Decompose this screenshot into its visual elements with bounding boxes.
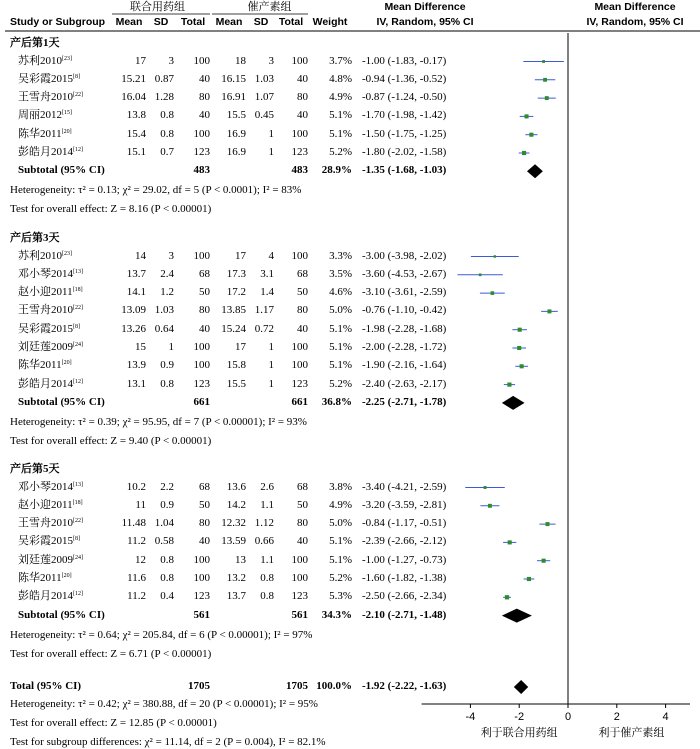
- mean2-cell: 13: [235, 553, 246, 566]
- citation-ref: [8]: [73, 536, 80, 543]
- mean1-cell: 12: [135, 553, 146, 566]
- x-tick-label: 0: [564, 711, 572, 723]
- weight-cell: 4.6%: [329, 286, 352, 299]
- total1-cell: 80: [199, 304, 210, 317]
- mean2-cell: 15.24: [221, 322, 246, 335]
- total2-cell: 100: [291, 249, 308, 262]
- mean1-cell: 10.2: [126, 480, 146, 493]
- total2-cell: 68: [297, 480, 308, 493]
- weight-cell: 5.3%: [329, 590, 352, 603]
- subtotal-label: Subtotal (95% CI): [18, 608, 105, 621]
- citation-ref: [12]: [73, 591, 83, 598]
- sd2-cell: 3.1: [260, 267, 274, 280]
- weight-cell: 5.1%: [329, 109, 352, 122]
- study-name: 王雪舟2010[22]: [18, 304, 83, 317]
- subtotal-weight: 34.3%: [321, 608, 352, 621]
- mean2-cell: 17: [235, 341, 246, 353]
- study-name: 王雪舟2010[22]: [18, 517, 83, 530]
- sd1-cell: 1: [168, 341, 174, 353]
- weight-cell: 4.9%: [329, 498, 352, 511]
- study-col-header: Study or Subgroup: [10, 16, 106, 28]
- total2-cell: 80: [297, 517, 308, 530]
- total-diamond: [514, 680, 528, 694]
- weight-cell: 5.0%: [329, 304, 352, 317]
- ci-cell: -0.87 (-1.24, -0.50): [362, 91, 447, 104]
- weight-cell: 3.7%: [329, 54, 352, 67]
- sd2-cell: 3: [268, 54, 274, 67]
- total2-cell: 100: [291, 341, 308, 353]
- weight-cell: 5.1%: [329, 322, 352, 335]
- subtotal-diamond: [527, 164, 543, 178]
- x-label-left: 利于联合用药组: [480, 727, 558, 739]
- sd1-cell: 1.03: [154, 304, 174, 317]
- sd2-cell: 1.1: [260, 553, 274, 566]
- study-name: 陈华2011[20]: [18, 359, 72, 372]
- md-title-ci: Mean Difference: [384, 1, 466, 13]
- mean1-cell: 15.1: [126, 146, 146, 158]
- study-point: [507, 383, 511, 387]
- total2-cell: 100: [291, 54, 308, 67]
- ci-cell: -3.00 (-3.98, -2.02): [362, 249, 447, 262]
- citation-ref: [18]: [72, 499, 83, 506]
- ci-cell: -1.90 (-2.16, -1.64): [362, 359, 447, 372]
- mean1-cell: 15: [135, 341, 146, 353]
- subtotal-weight: 36.8%: [321, 395, 352, 408]
- mean1-cell: 14.1: [126, 286, 146, 299]
- citation-ref: [15]: [62, 110, 72, 117]
- mean2-cell: 15.5: [226, 109, 246, 122]
- total-ci: -1.92 (-2.22, -1.63): [362, 680, 447, 692]
- md-method-plot: IV, Random, 95% CI: [586, 16, 684, 28]
- weight-cell: 5.1%: [329, 359, 352, 372]
- mean2-cell: 16.91: [221, 91, 246, 104]
- study-point: [508, 540, 512, 544]
- weight-cell: 3.3%: [329, 249, 352, 262]
- citation-ref: [8]: [73, 323, 80, 330]
- subgroup-title: 产后第5天: [10, 463, 60, 475]
- x-tick-label: 2: [613, 711, 620, 723]
- total2-cell: 100: [291, 127, 308, 140]
- total2-cell: 50: [297, 498, 308, 511]
- mean2-cell: 13.2: [226, 572, 246, 584]
- mean1-cell: 14: [135, 249, 146, 262]
- x-tick-label: -2: [514, 711, 525, 723]
- sd1-cell: 2.4: [160, 267, 174, 280]
- citation-ref: [23]: [62, 55, 72, 62]
- total2-cell: 100: [291, 359, 308, 372]
- sd2-cell: 0.45: [254, 109, 274, 122]
- subtotal-diamond: [502, 396, 525, 410]
- study-point: [542, 60, 545, 63]
- citation-ref: [20]: [61, 573, 72, 579]
- mean2-cell: 15.5: [226, 377, 246, 390]
- mean2-cell: 17.3: [226, 267, 246, 280]
- study-name: 彭皓月2014[12]: [18, 146, 83, 158]
- sd1-cell: 2.2: [160, 480, 174, 493]
- sd2-cell: 2.6: [260, 480, 274, 493]
- study-point: [542, 559, 546, 563]
- total2-cell: 40: [297, 535, 308, 548]
- subtotal-total2: 661: [291, 395, 308, 408]
- sd1-cell: 0.8: [160, 377, 174, 390]
- mean2-cell: 12.32: [221, 517, 246, 530]
- footer-text: Heterogeneity: τ² = 0.42; χ² = 380.88, df = 20 (P < 0.00001); I² = 95%: [10, 698, 318, 710]
- subtotal-ci: -1.35 (-1.68, -1.03): [362, 164, 447, 177]
- sd2-cell: 1.07: [254, 91, 274, 104]
- study-name: 陈华2011[20]: [18, 127, 72, 140]
- mean2-cell: 17: [235, 249, 246, 262]
- heterogeneity-text: Heterogeneity: τ² = 0.39; χ² = 95.95, df = 7 (P < 0.00001); I² = 93%: [10, 415, 307, 428]
- sd2-cell: 0.8: [260, 572, 274, 584]
- total1-cell: 40: [199, 109, 210, 122]
- study-name: 王雪舟2010[22]: [18, 91, 83, 104]
- study-point: [524, 114, 528, 118]
- weight-cell: 5.1%: [329, 535, 352, 548]
- sd1-cell: 0.7: [160, 146, 174, 158]
- footer-text: Test for subgroup differences: χ² = 11.14, df = 2 (P = 0.004), I² = 82.1%: [10, 736, 326, 748]
- weight-cell: 5.2%: [329, 377, 352, 390]
- citation-ref: [22]: [73, 92, 83, 99]
- subtotal-total1: 661: [193, 395, 210, 408]
- study-name: 吴彩霞2015[8]: [18, 72, 80, 85]
- mean1-cell: 15.4: [126, 127, 146, 140]
- study-name: 吴彩霞2015[8]: [18, 535, 80, 548]
- mean1-cell: 13.1: [126, 377, 146, 390]
- ci-cell: -2.50 (-2.66, -2.34): [362, 590, 447, 603]
- weight-cell: 3.8%: [329, 480, 352, 493]
- citation-ref: [20]: [61, 128, 72, 135]
- sd1-cell: 0.9: [160, 359, 174, 372]
- total1-cell: 50: [199, 498, 210, 511]
- mean1-cell: 11: [135, 498, 146, 511]
- mean2-cell: 16.15: [221, 72, 246, 85]
- study-name: 邓小琴2014[13]: [18, 480, 83, 493]
- study-name: 赵小迎2011[18]: [18, 286, 83, 299]
- subtotal-total1: 483: [193, 164, 210, 177]
- weight-cell: 5.1%: [329, 553, 352, 566]
- subtotal-label: Subtotal (95% CI): [18, 164, 105, 177]
- ci-cell: -2.00 (-2.28, -1.72): [362, 341, 447, 353]
- overall-effect-text: Test for overall effect: Z = 6.71 (P < 0.00001): [10, 647, 212, 660]
- sd2-cell: 1: [268, 359, 274, 372]
- subtotal-ci: -2.10 (-2.71, -1.48): [362, 608, 447, 621]
- total2-cell: 40: [297, 72, 308, 85]
- mean1-cell: 15.21: [121, 72, 146, 85]
- total2-cell: 40: [297, 109, 308, 122]
- ci-cell: -1.60 (-1.82, -1.38): [362, 572, 447, 584]
- weight-cell: 4.8%: [329, 72, 352, 85]
- heterogeneity-text: Heterogeneity: τ² = 0.64; χ² = 205.84, df = 6 (P < 0.00001); I² = 97%: [10, 628, 313, 641]
- sd1-cell: 0.8: [160, 572, 174, 584]
- study-name: 苏利2010[23]: [18, 54, 72, 67]
- sd1-cell: 1.04: [154, 517, 174, 530]
- sd2-cell: 4: [268, 249, 274, 262]
- ci-cell: -1.00 (-1.83, -0.17): [362, 54, 447, 67]
- sd1-cell: 0.9: [160, 498, 174, 511]
- x-label-right: 利于催产素组: [598, 727, 665, 739]
- weight-cell: 4.9%: [329, 91, 352, 104]
- citation-ref: [24]: [73, 554, 83, 561]
- study-name: 陈华2011[20]: [18, 572, 72, 584]
- total1-cell: 40: [199, 322, 210, 335]
- citation-ref: [8]: [73, 73, 80, 80]
- sd1-cell: 0.8: [160, 109, 174, 122]
- overall-effect-text: Test for overall effect: Z = 9.40 (P < 0.00001): [10, 434, 212, 447]
- sd1-cell: 0.58: [154, 535, 174, 548]
- sd2-cell: 0.66: [254, 535, 274, 548]
- total2-cell: 80: [297, 91, 308, 104]
- total1-cell: 68: [199, 267, 210, 280]
- ci-cell: -1.00 (-1.27, -0.73): [362, 553, 447, 566]
- sd2-cell: 1: [268, 341, 274, 353]
- total2-cell: 100: [291, 553, 308, 566]
- study-point: [520, 364, 524, 368]
- mean1-cell: 16.04: [121, 91, 146, 104]
- mean1-cell: 13.8: [126, 109, 146, 122]
- study-point: [529, 133, 533, 137]
- citation-ref: [23]: [62, 250, 72, 257]
- total-n2: 1705: [286, 680, 308, 692]
- study-name: 彭皓月2014[12]: [18, 590, 83, 603]
- study-name: 刘廷莲2009[24]: [18, 341, 83, 353]
- total1-cell: 100: [193, 249, 210, 262]
- sd2-cell: 1: [268, 146, 274, 158]
- total2-cell: 68: [297, 267, 308, 280]
- weight-cell: 5.1%: [329, 341, 352, 353]
- sd2-cell: 0.72: [254, 322, 274, 335]
- ci-cell: -3.10 (-3.61, -2.59): [362, 286, 447, 299]
- sd2-cell: 0.8: [260, 590, 274, 603]
- ci-cell: -1.80 (-2.02, -1.58): [362, 146, 447, 158]
- mean1-cell: 11.48: [121, 517, 146, 530]
- total1-cell: 100: [193, 359, 210, 372]
- total1-cell: 80: [199, 91, 210, 104]
- mean2-cell: 17.2: [226, 286, 246, 299]
- ci-cell: -0.84 (-1.17, -0.51): [362, 517, 447, 530]
- total1-cell: 123: [193, 377, 210, 390]
- study-point: [545, 96, 549, 100]
- x-tick-label: 4: [662, 711, 669, 723]
- mean2-header: Mean: [215, 16, 243, 28]
- x-tick-label: -4: [465, 711, 476, 723]
- study-point: [547, 309, 551, 313]
- study-point: [546, 522, 550, 526]
- study-name: 彭皓月2014[12]: [18, 377, 83, 390]
- mean1-cell: 13.26: [121, 322, 146, 335]
- ci-cell: -1.50 (-1.75, -1.25): [362, 127, 447, 140]
- mean2-cell: 13.85: [221, 304, 246, 317]
- ci-cell: -0.76 (-1.10, -0.42): [362, 304, 447, 317]
- total1-cell: 40: [199, 535, 210, 548]
- subtotal-ci: -2.25 (-2.71, -1.78): [362, 395, 447, 408]
- mean2-cell: 14.2: [226, 498, 246, 511]
- heterogeneity-text: Heterogeneity: τ² = 0.13; χ² = 29.02, df = 5 (P < 0.0001); I² = 83%: [10, 184, 302, 197]
- sd1-cell: 1.28: [154, 91, 174, 104]
- sd1-cell: 0.4: [160, 590, 174, 603]
- citation-ref: [12]: [73, 147, 83, 153]
- ci-cell: -1.70 (-1.98, -1.42): [362, 109, 447, 122]
- total-label: Total (95% CI): [10, 680, 82, 692]
- ci-cell: -3.40 (-4.21, -2.59): [362, 480, 447, 493]
- mean2-cell: 16.9: [226, 127, 246, 140]
- subtotal-total2: 561: [291, 608, 308, 621]
- study-name: 邓小琴2014[13]: [18, 267, 83, 280]
- subtotal-total1: 561: [193, 608, 210, 621]
- study-point: [494, 255, 496, 257]
- study-point: [505, 595, 509, 599]
- sd1-header: SD: [153, 16, 169, 28]
- study-name: 吴彩霞2015[8]: [18, 322, 80, 335]
- weight-cell: 3.5%: [329, 267, 352, 280]
- sd2-cell: 1: [268, 127, 274, 140]
- sd1-cell: 1.2: [160, 286, 174, 299]
- study-point: [522, 151, 526, 155]
- mean2-cell: 13.7: [226, 590, 246, 603]
- subtotal-diamond: [502, 609, 532, 623]
- citation-ref: [20]: [61, 360, 72, 367]
- mean2-cell: 18: [235, 54, 246, 67]
- total1-header: Total: [180, 16, 206, 28]
- citation-ref: [18]: [72, 287, 83, 294]
- mean2-cell: 13.6: [226, 480, 246, 493]
- total2-cell: 100: [291, 572, 308, 584]
- total1-cell: 100: [193, 341, 210, 353]
- total-weight: 100.0%: [316, 680, 352, 692]
- weight-cell: 5.0%: [329, 517, 352, 530]
- sd2-cell: 1.17: [254, 304, 274, 317]
- mean1-cell: 13.7: [126, 267, 146, 280]
- mean2-cell: 15.8: [226, 359, 246, 372]
- mean2-cell: 13.59: [221, 535, 246, 548]
- sd1-cell: 3: [168, 249, 174, 262]
- citation-ref: [13]: [73, 268, 83, 275]
- study-point: [517, 346, 521, 350]
- total1-cell: 40: [199, 72, 210, 85]
- overall-effect-text: Test for overall effect: Z = 8.16 (P < 0.00001): [10, 203, 212, 216]
- mean2-cell: 16.9: [226, 146, 246, 158]
- total1-cell: 100: [193, 54, 210, 67]
- subtotal-total2: 483: [291, 164, 308, 177]
- sd1-cell: 3: [168, 54, 174, 67]
- subgroup-title: 产后第1天: [10, 37, 60, 49]
- total1-cell: 100: [193, 572, 210, 584]
- total1-cell: 123: [193, 590, 210, 603]
- ci-cell: -3.60 (-4.53, -2.67): [362, 267, 447, 280]
- total2-cell: 123: [291, 146, 308, 158]
- sd2-cell: 1.12: [254, 517, 274, 530]
- citation-ref: [12]: [73, 378, 83, 385]
- weight-cell: 5.1%: [329, 127, 352, 140]
- footer-text: Test for overall effect: Z = 12.85 (P < 0.00001): [10, 717, 217, 729]
- sd2-cell: 1.1: [260, 498, 274, 511]
- ci-cell: -0.94 (-1.36, -0.52): [362, 72, 447, 85]
- study-name: 刘廷莲2009[24]: [18, 553, 83, 566]
- mean1-cell: 11.2: [127, 535, 146, 548]
- total2-cell: 40: [297, 322, 308, 335]
- study-name: 周丽2012[15]: [18, 109, 72, 122]
- total1-cell: 123: [193, 146, 210, 158]
- study-name: 赵小迎2011[18]: [18, 498, 83, 511]
- md-method-ci: IV, Random, 95% CI: [376, 16, 474, 28]
- mean1-header: Mean: [115, 16, 143, 28]
- sd1-cell: 0.8: [160, 553, 174, 566]
- total1-cell: 50: [199, 286, 210, 299]
- total2-cell: 80: [297, 304, 308, 317]
- sd2-header: SD: [253, 16, 269, 28]
- total2-cell: 123: [291, 377, 308, 390]
- weight-cell: 5.2%: [329, 146, 352, 158]
- sd1-cell: 0.87: [154, 72, 174, 85]
- total1-cell: 100: [193, 553, 210, 566]
- mean1-cell: 13.9: [126, 359, 146, 372]
- study-point: [527, 577, 531, 581]
- sd2-cell: 1.4: [260, 286, 274, 299]
- mean1-cell: 17: [135, 54, 146, 67]
- total2-cell: 50: [297, 286, 308, 299]
- citation-ref: [22]: [73, 518, 83, 525]
- total-n1: 1705: [188, 680, 210, 692]
- ci-cell: -3.20 (-3.59, -2.81): [362, 498, 447, 511]
- study-point: [543, 78, 547, 82]
- mean1-cell: 13.09: [121, 304, 146, 317]
- total1-cell: 100: [193, 127, 210, 140]
- ci-cell: -2.39 (-2.66, -2.12): [362, 535, 447, 548]
- mean1-cell: 11.2: [127, 590, 146, 603]
- sd1-cell: 0.64: [154, 322, 174, 335]
- citation-ref: [24]: [73, 342, 83, 348]
- total1-cell: 80: [199, 517, 210, 530]
- total2-cell: 123: [291, 590, 308, 603]
- citation-ref: [22]: [73, 305, 83, 312]
- ci-cell: -1.98 (-2.28, -1.68): [362, 322, 447, 335]
- weight-header: Weight: [312, 16, 348, 28]
- subtotal-label: Subtotal (95% CI): [18, 395, 105, 408]
- ci-cell: -2.40 (-2.63, -2.17): [362, 377, 447, 390]
- group2-header: 催产素组: [247, 0, 292, 13]
- subtotal-weight: 28.9%: [321, 164, 352, 177]
- study-point: [518, 328, 522, 332]
- weight-cell: 5.2%: [329, 572, 352, 584]
- group1-header: 联合用药组: [130, 0, 185, 13]
- sd2-cell: 1: [268, 377, 274, 390]
- sd2-cell: 1.03: [254, 72, 274, 85]
- total1-cell: 68: [199, 480, 210, 493]
- mean1-cell: 11.6: [127, 572, 146, 584]
- md-title-plot: Mean Difference: [594, 1, 676, 13]
- subgroup-title: 产后第3天: [10, 232, 60, 244]
- total2-header: Total: [278, 16, 304, 28]
- citation-ref: [13]: [73, 481, 83, 488]
- study-name: 苏利2010[23]: [18, 249, 72, 262]
- sd1-cell: 0.8: [160, 127, 174, 140]
